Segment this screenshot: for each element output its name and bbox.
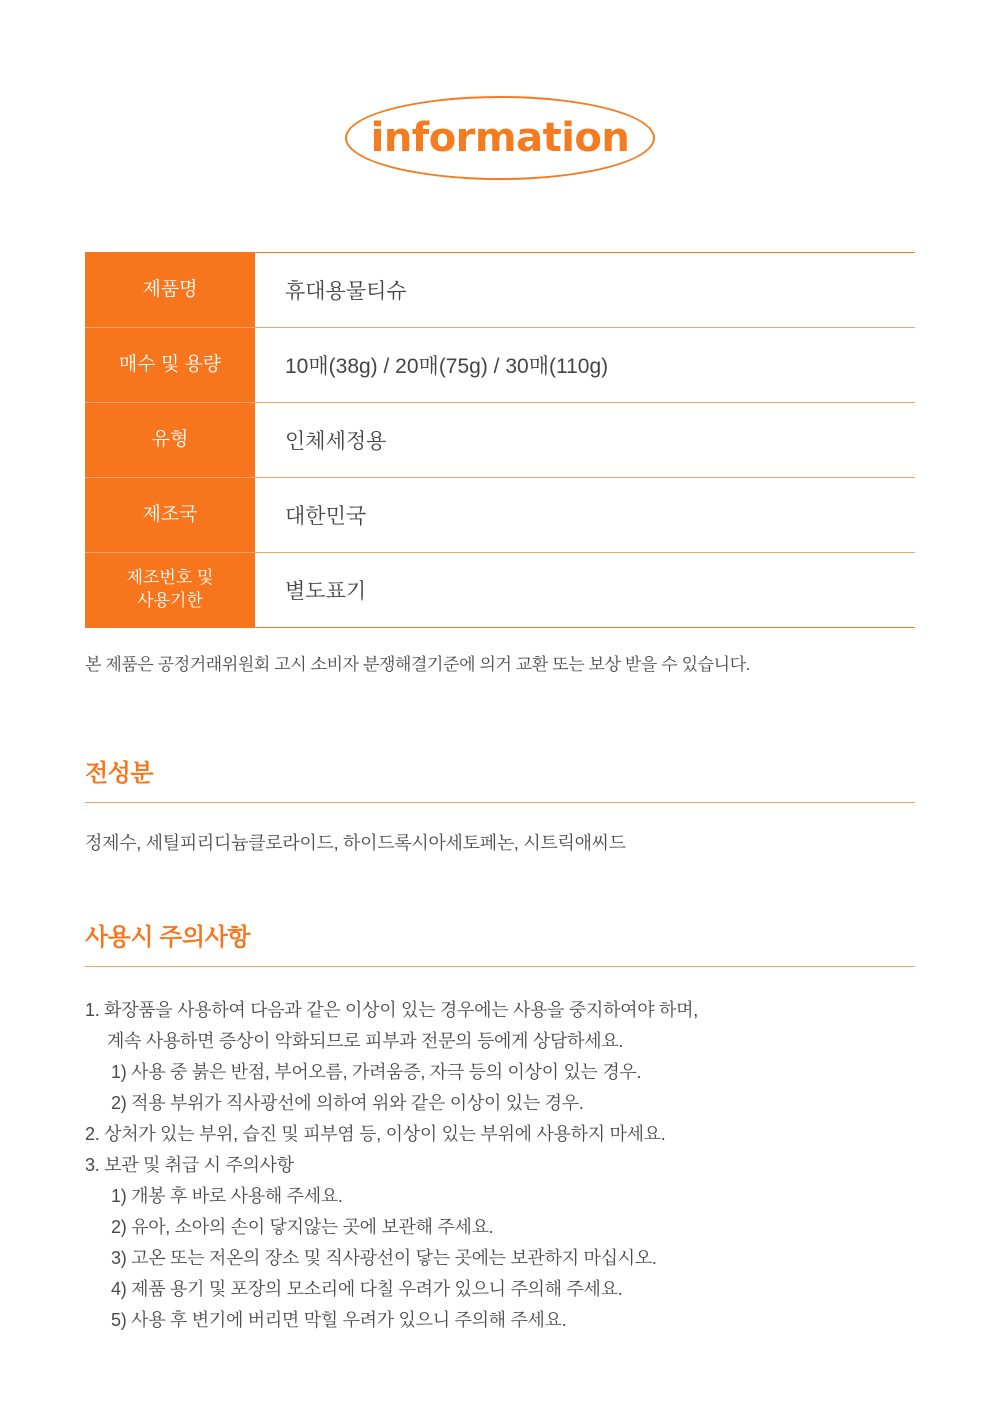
- list-item: 2) 유아, 소아의 손이 닿지않는 곳에 보관해 주세요.: [111, 1216, 494, 1237]
- ingredients-section: [85, 753, 915, 855]
- ingredients-text: 정제수, 세틸피리디늄클로라이드, 하이드록시아세토페논, 시트릭애씨드: [85, 833, 626, 853]
- page-title: information: [370, 115, 630, 161]
- row-value-product-name: 휴대용물티슈: [285, 280, 407, 303]
- caution-section: [85, 917, 915, 1335]
- list-item: 1) 사용 중 붉은 반점, 부어오름, 가려움증, 자극 등의 이상이 있는 경우.: [111, 1061, 642, 1082]
- product-info-table: [85, 252, 915, 628]
- row-label-country: 제조국: [85, 478, 255, 552]
- consumer-dispute-notice: 본 제품은 공정거래위원회 고시 소비자 분쟁해결기준에 의거 교환 또는 보상 받을 수 있습니다.: [85, 655, 751, 674]
- caution-divider: [85, 966, 915, 967]
- ingredients-heading: 전성분: [85, 760, 154, 787]
- ingredients-divider: [85, 802, 915, 803]
- table-row: [85, 478, 915, 553]
- list-item: 4) 제품 용기 및 포장의 모소리에 다칠 우려가 있으니 주의해 주세요.: [111, 1278, 623, 1299]
- caution-list: [85, 995, 915, 1335]
- table-row: [85, 328, 915, 403]
- row-value-type: 인체세정용: [285, 430, 387, 453]
- list-item: 2) 적용 부위가 직사광선에 의하여 위와 같은 이상이 있는 경우.: [111, 1092, 584, 1113]
- row-value-lot-expiry: 별도표기: [285, 580, 367, 603]
- row-value-country: 대한민국: [285, 505, 367, 528]
- table-row: [85, 253, 915, 328]
- page-header: [0, 0, 1000, 180]
- list-item: 3) 고온 또는 저온의 장소 및 직사광선이 닿는 곳에는 보관하지 마십시오.: [111, 1247, 657, 1268]
- list-item: 5) 사용 후 변기에 버리면 막힐 우려가 있으니 주의해 주세요.: [111, 1309, 567, 1330]
- list-item: 2. 상처가 있는 부위, 습진 및 피부염 등, 이상이 있는 부위에 사용하지 마세요.: [85, 1123, 666, 1144]
- list-item: 1. 화장품을 사용하여 다음과 같은 이상이 있는 경우에는 사용을 중지하여야 하며,: [85, 1000, 698, 1020]
- row-label-type: 유형: [85, 403, 255, 477]
- caution-heading: 사용시 주의사항: [85, 924, 250, 951]
- row-value-quantity: 10매(38g) / 20매(75g) / 30매(110g): [285, 355, 609, 378]
- row-label-lot-expiry: [85, 553, 255, 627]
- row-label-quantity: 매수 및 용량: [85, 328, 255, 402]
- row-label-lot-expiry-line1: 제조번호 및: [126, 568, 214, 588]
- title-ellipse-frame: [345, 96, 655, 180]
- row-label-lot-expiry-line2: 사용기한: [137, 591, 203, 610]
- row-label-product-name: 제품명: [85, 253, 255, 327]
- table-row: [85, 553, 915, 627]
- table-row: [85, 403, 915, 478]
- list-item: 1) 개봉 후 바로 사용해 주세요.: [111, 1185, 343, 1206]
- list-item: 계속 사용하면 증상이 악화되므로 피부과 전문의 등에게 상담하세요.: [107, 1030, 624, 1051]
- list-item: 3. 보관 및 취급 시 주의사항: [85, 1154, 294, 1175]
